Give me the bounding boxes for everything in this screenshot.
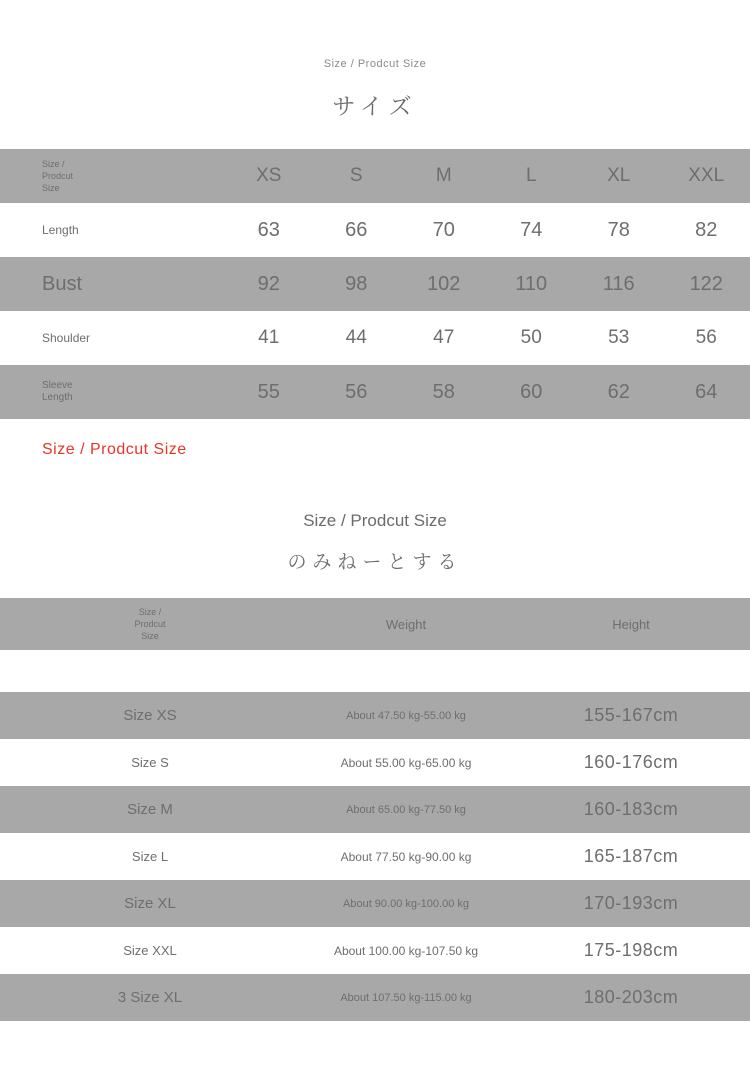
cell-height-3xl: 180-203cm	[512, 974, 750, 1021]
table-row	[0, 880, 750, 927]
cell-weight-xxl: About 100.00 kg-107.50 kg	[300, 927, 512, 974]
section2-eyebrow: Size / Prodcut Size	[0, 511, 750, 531]
cell-sleeve-xs: 55	[225, 365, 313, 419]
cell-weight-m: About 65.00 kg-77.50 kg	[300, 786, 512, 833]
spacer-cell-2	[300, 650, 512, 692]
table-row	[0, 833, 750, 880]
table-row	[0, 974, 750, 1021]
row-label-bust: Bust	[0, 257, 225, 311]
cell-sleeve-s: 56	[313, 365, 401, 419]
cell-length-l: 74	[488, 203, 576, 257]
cell-height-m: 160-183cm	[512, 786, 750, 833]
cell-size-xxl: Size XXL	[0, 927, 300, 974]
table-row	[0, 311, 750, 365]
cell-shoulder-m: 47	[400, 311, 488, 365]
cell-weight-l: About 77.50 kg-90.00 kg	[300, 833, 512, 880]
spacer-cell-1	[0, 650, 300, 692]
table-row	[0, 692, 750, 739]
cell-sleeve-l: 60	[488, 365, 576, 419]
cell-sleeve-xl: 62	[575, 365, 663, 419]
size-note: Size / Prodcut Size	[0, 419, 750, 459]
cell-sleeve-m: 58	[400, 365, 488, 419]
cell-shoulder-s: 44	[313, 311, 401, 365]
cell-bust-m: 102	[400, 257, 488, 311]
cell-height-xxl: 175-198cm	[512, 927, 750, 974]
body-size-recommendation-table	[0, 598, 750, 1021]
section2-title: のみねーとする	[0, 547, 750, 574]
table-row	[0, 927, 750, 974]
cell-sleeve-xxl: 64	[663, 365, 750, 419]
cell-bust-xl: 116	[575, 257, 663, 311]
table-spacer-row	[0, 650, 750, 692]
cell-size-s: Size S	[0, 739, 300, 786]
row-label-sleeve-length: Sleeve Length	[0, 365, 225, 419]
cell-bust-l: 110	[488, 257, 576, 311]
row-label-shoulder: Shoulder	[0, 311, 225, 365]
table-row	[0, 739, 750, 786]
table-row	[0, 786, 750, 833]
column-header-xxl: XXL	[663, 149, 750, 203]
cell-weight-xs: About 47.50 kg-55.00 kg	[300, 692, 512, 739]
cell-bust-s: 98	[313, 257, 401, 311]
cell-length-m: 70	[400, 203, 488, 257]
cell-height-xs: 155-167cm	[512, 692, 750, 739]
cell-length-xs: 63	[225, 203, 313, 257]
table-header-row	[0, 598, 750, 650]
cell-shoulder-xs: 41	[225, 311, 313, 365]
column-header-height: Height	[512, 598, 750, 650]
table-row	[0, 257, 750, 311]
cell-size-3xl: 3 Size XL	[0, 974, 300, 1021]
page-footer-space	[0, 1021, 750, 1081]
column-header-weight: Weight	[300, 598, 512, 650]
cell-height-xl: 170-193cm	[512, 880, 750, 927]
column-header-xs: XS	[225, 149, 313, 203]
cell-weight-xl: About 90.00 kg-100.00 kg	[300, 880, 512, 927]
cell-length-xl: 78	[575, 203, 663, 257]
column-header-m: M	[400, 149, 488, 203]
cell-length-xxl: 82	[663, 203, 750, 257]
cell-shoulder-xxl: 56	[663, 311, 750, 365]
column-header-l: L	[488, 149, 576, 203]
table-row	[0, 203, 750, 257]
cell-size-m: Size M	[0, 786, 300, 833]
table-header-row	[0, 149, 750, 203]
header-corner-label: Size / Prodcut Size	[0, 598, 300, 650]
garment-measurements-table	[0, 149, 750, 419]
column-header-s: S	[313, 149, 401, 203]
section1-eyebrow: Size / Prodcut Size	[0, 0, 750, 70]
spacer-cell-3	[512, 650, 750, 692]
cell-height-s: 160-176cm	[512, 739, 750, 786]
cell-size-xs: Size XS	[0, 692, 300, 739]
cell-height-l: 165-187cm	[512, 833, 750, 880]
cell-size-xl: Size XL	[0, 880, 300, 927]
table-row	[0, 365, 750, 419]
section1-title: サイズ	[0, 88, 750, 121]
cell-bust-xs: 92	[225, 257, 313, 311]
cell-shoulder-l: 50	[488, 311, 576, 365]
cell-shoulder-xl: 53	[575, 311, 663, 365]
header-corner-label: Size / Prodcut Size	[0, 149, 225, 203]
cell-weight-s: About 55.00 kg-65.00 kg	[300, 739, 512, 786]
cell-size-l: Size L	[0, 833, 300, 880]
cell-weight-3xl: About 107.50 kg-115.00 kg	[300, 974, 512, 1021]
row-label-length: Length	[0, 203, 225, 257]
cell-length-s: 66	[313, 203, 401, 257]
cell-bust-xxl: 122	[663, 257, 750, 311]
column-header-xl: XL	[575, 149, 663, 203]
